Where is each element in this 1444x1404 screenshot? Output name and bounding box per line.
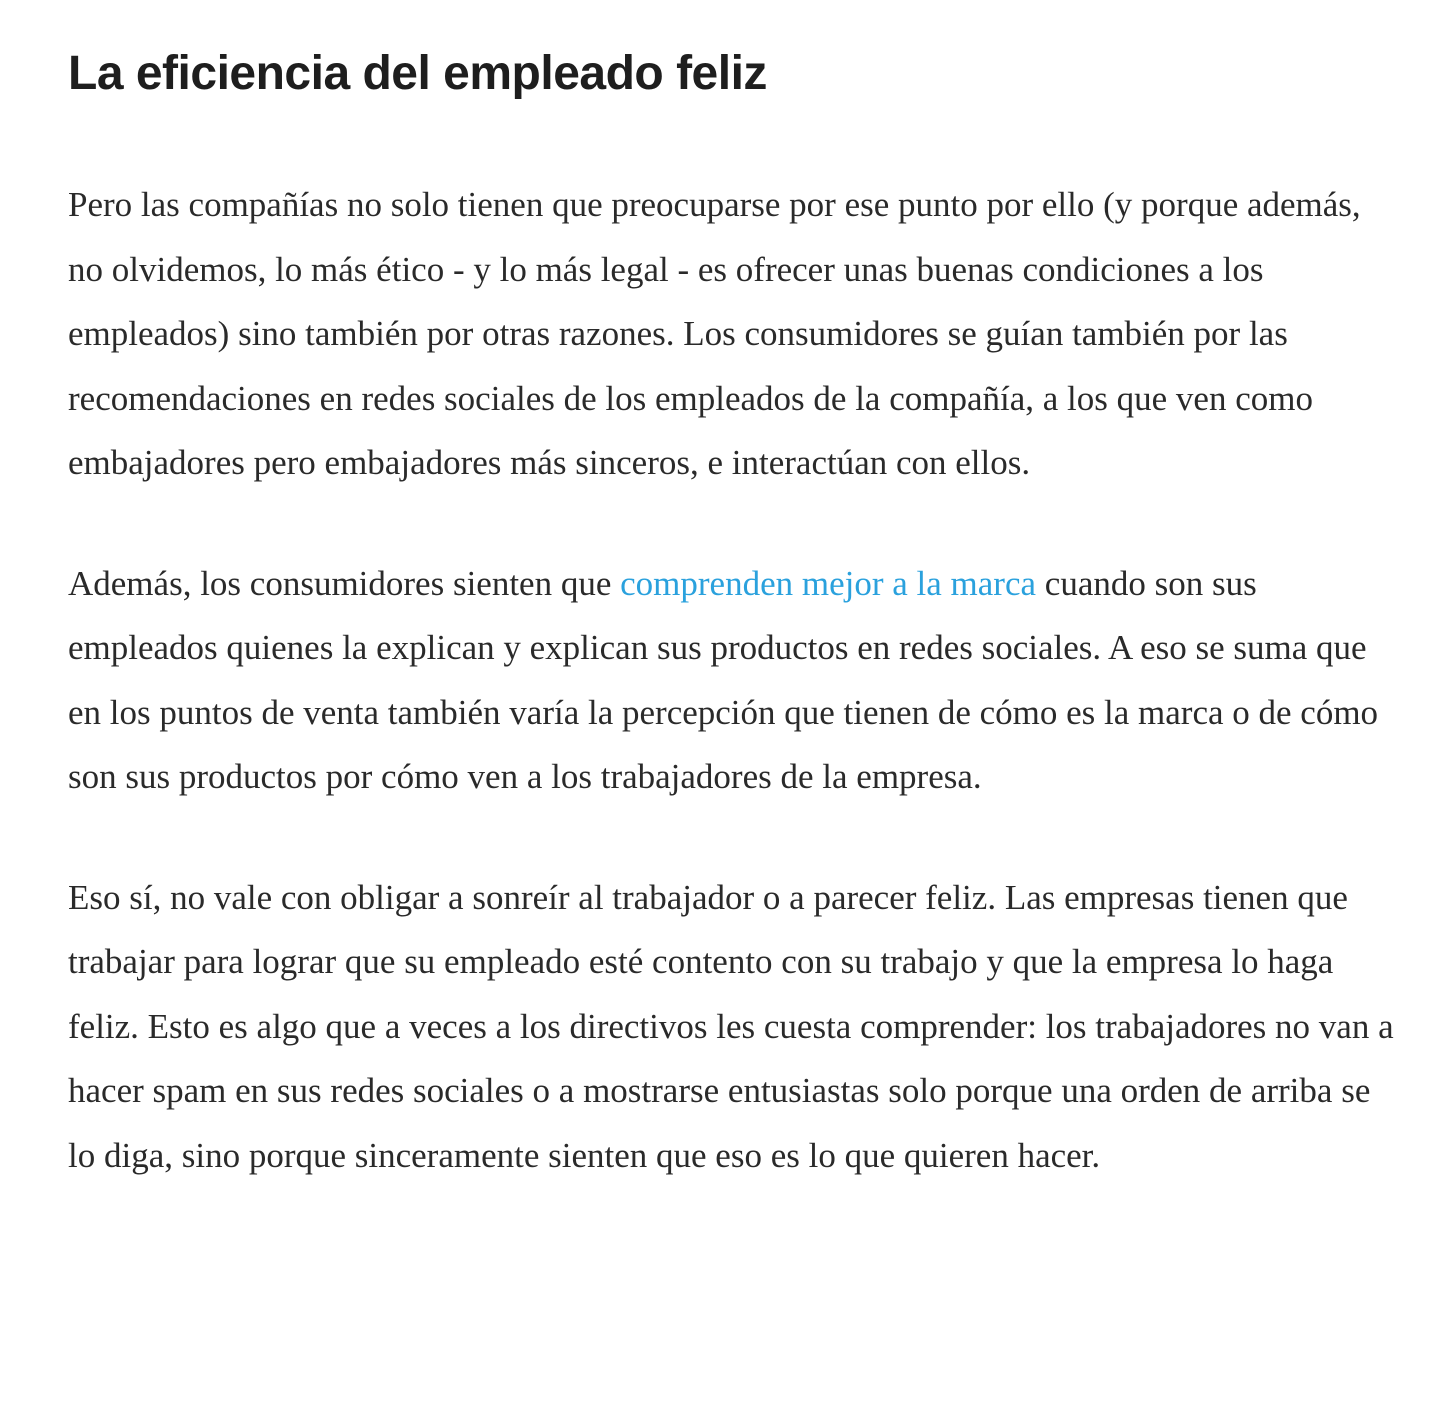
brand-understanding-link[interactable]: comprenden mejor a la marca [620, 563, 1037, 603]
paragraph-3: Eso sí, no vale con obligar a sonreír al trabajador o a parecer feliz. Las empresas tienen que trabajar para lograr que su empleado esté contento con su trabajo y que la empresa lo haga feliz. Esto es algo que a veces a los directivos les cuesta comprender: los trabajadores no van a hacer spam en sus redes sociales o a mostrarse entusiastas solo porque una orden de arriba se lo diga, sino porque sinceramente sienten que eso es lo que quieren hacer. [68, 877, 1394, 1175]
paragraph-1: Pero las compañías no solo tienen que preocuparse por ese punto por ello (y porque además, no olvidemos, lo más ético - y lo más legal - es ofrecer unas buenas condiciones a los empleados) sino también por otras razones. Los consumidores se guían también por las recomendaciones en redes sociales de los empleados de la compañía, a los que ven como embajadores pero embajadores más sinceros, e interactúan con ellos. [68, 185, 1361, 482]
paragraph-2-text-before-link: Además, los consumidores sienten que [68, 563, 621, 603]
article-body [68, 42, 1398, 1188]
paragraph-2-text-after-link: cuando son sus empleados quienes la explican y explican sus productos en redes sociales. A eso se suma que en los puntos de venta también varía la percepción que tienen de cómo es la marca o de cómo son sus productos por cómo ven a los trabajadores de la empresa. [68, 563, 1379, 796]
paragraph-2 [68, 552, 1398, 810]
section-heading: La eficiencia del empleado feliz [68, 47, 767, 100]
